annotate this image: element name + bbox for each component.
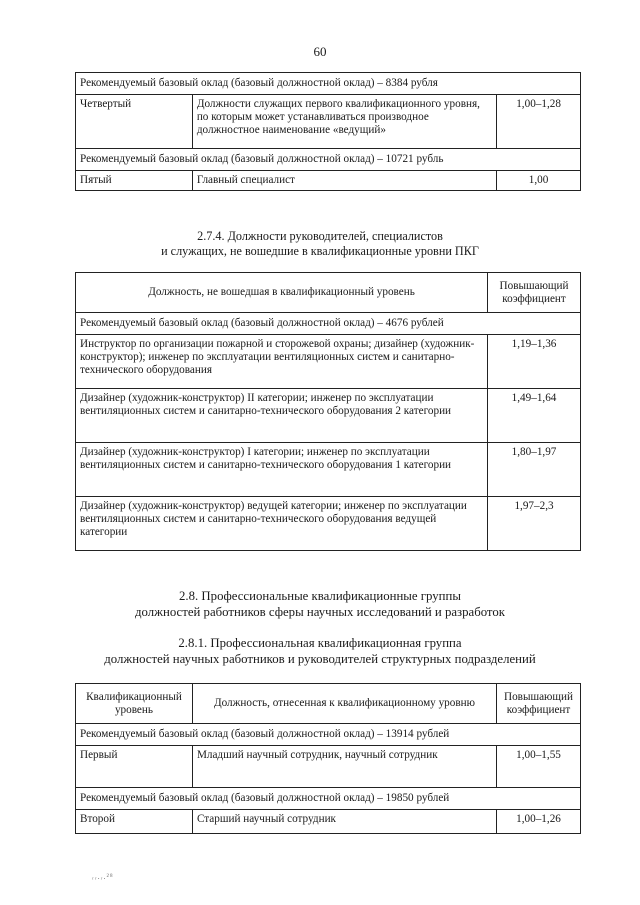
table-header-row — [76, 273, 581, 313]
table-header-row — [76, 684, 581, 724]
position-header: Должность, отнесенная к квалификационному уровню — [192, 684, 496, 724]
level-cell: Четвертый — [76, 95, 193, 149]
page-number: 60 — [313, 44, 327, 59]
table-row — [76, 149, 581, 171]
position-cell: Дизайнер (художник-конструктор) ведущей категории; инженер по эксплуатации вентиляционных систем и санитарно-технического оборудования ведущей категории — [76, 497, 488, 551]
table-row — [76, 443, 581, 497]
heading-line: должностей работников сферы научных исследований и разработок — [135, 605, 505, 619]
level-cell: Пятый — [76, 171, 193, 191]
research-positions-table — [75, 683, 581, 834]
heading-line: 2.8.1. Профессиональная квалификационная группа — [178, 636, 462, 650]
coef-cell: 1,00 — [497, 171, 581, 191]
salary-row: Рекомендуемый базовый оклад (базовый должностной оклад) – 4676 рублей — [76, 313, 581, 335]
table-row — [76, 73, 581, 95]
position-header: Должность, не вошедшая в квалификационный уровень — [76, 273, 488, 313]
table-row — [76, 724, 581, 746]
salary-row: Рекомендуемый базовый оклад (базовый должностной оклад) – 10721 рубль — [76, 149, 581, 171]
salary-table-continued — [75, 72, 581, 191]
section-heading-274 — [0, 229, 640, 259]
heading-line: 2.8. Профессиональные квалификационные группы — [179, 589, 461, 603]
level-header: Квалификационный уровень — [76, 684, 193, 724]
table-row — [76, 95, 581, 149]
salary-row: Рекомендуемый базовый оклад (базовый должностной оклад) – 19850 рублей — [76, 788, 581, 810]
section-heading-28 — [0, 588, 640, 620]
position-cell: Дизайнер (художник-конструктор) II категории; инженер по эксплуатации вентиляционных систем и санитарно-технического оборудования 2 категории — [76, 389, 488, 443]
table-row — [76, 810, 581, 834]
coef-cell: 1,97–2,3 — [488, 497, 581, 551]
heading-line: и служащих, не вошедшие в квалификационные уровни ПКГ — [161, 244, 479, 258]
coef-header: Повышающий коэффициент — [488, 273, 581, 313]
table-row — [76, 788, 581, 810]
heading-line: 2.7.4. Должности руководителей, специалистов — [197, 229, 443, 243]
table-row — [76, 497, 581, 551]
position-cell: Старший научный сотрудник — [192, 810, 496, 834]
salary-row: Рекомендуемый базовый оклад (базовый должностной оклад) – 8384 рубля — [76, 73, 581, 95]
coef-cell: 1,00–1,55 — [497, 746, 581, 788]
table-row — [76, 746, 581, 788]
table-row — [76, 313, 581, 335]
table-row — [76, 335, 581, 389]
coef-cell: 1,49–1,64 — [488, 389, 581, 443]
coef-cell: 1,19–1,36 — [488, 335, 581, 389]
coef-cell: 1,00–1,28 — [497, 95, 581, 149]
position-cell: Дизайнер (художник-конструктор) I категории; инженер по эксплуатации вентиляционных систем и санитарно-технического оборудования 1 категории — [76, 443, 488, 497]
table-row — [76, 171, 581, 191]
position-cell: Главный специалист — [192, 171, 496, 191]
coef-cell: 1,80–1,97 — [488, 443, 581, 497]
unclassified-positions-table — [75, 272, 581, 551]
salary-row: Рекомендуемый базовый оклад (базовый должностной оклад) – 13914 рублей — [76, 724, 581, 746]
position-cell: Должности служащих первого квалификационного уровня, по которым может устанавливаться производное должностное наименование «ведущий» — [192, 95, 496, 149]
footnote-mark: ᵣᵣ.ᵣ.²⁸ — [92, 872, 114, 881]
coef-cell: 1,00–1,26 — [497, 810, 581, 834]
level-cell: Второй — [76, 810, 193, 834]
table-row — [76, 389, 581, 443]
section-heading-281 — [0, 635, 640, 667]
coef-header: Повышающий коэффициент — [497, 684, 581, 724]
heading-line: должностей научных работников и руководителей структурных подразделений — [104, 652, 536, 666]
level-cell: Первый — [76, 746, 193, 788]
position-cell: Инструктор по организации пожарной и сторожевой охраны; дизайнер (художник-конструктор); инженер по эксплуатации вентиляционных систем и санитарно-технического оборудования — [76, 335, 488, 389]
position-cell: Младший научный сотрудник, научный сотрудник — [192, 746, 496, 788]
